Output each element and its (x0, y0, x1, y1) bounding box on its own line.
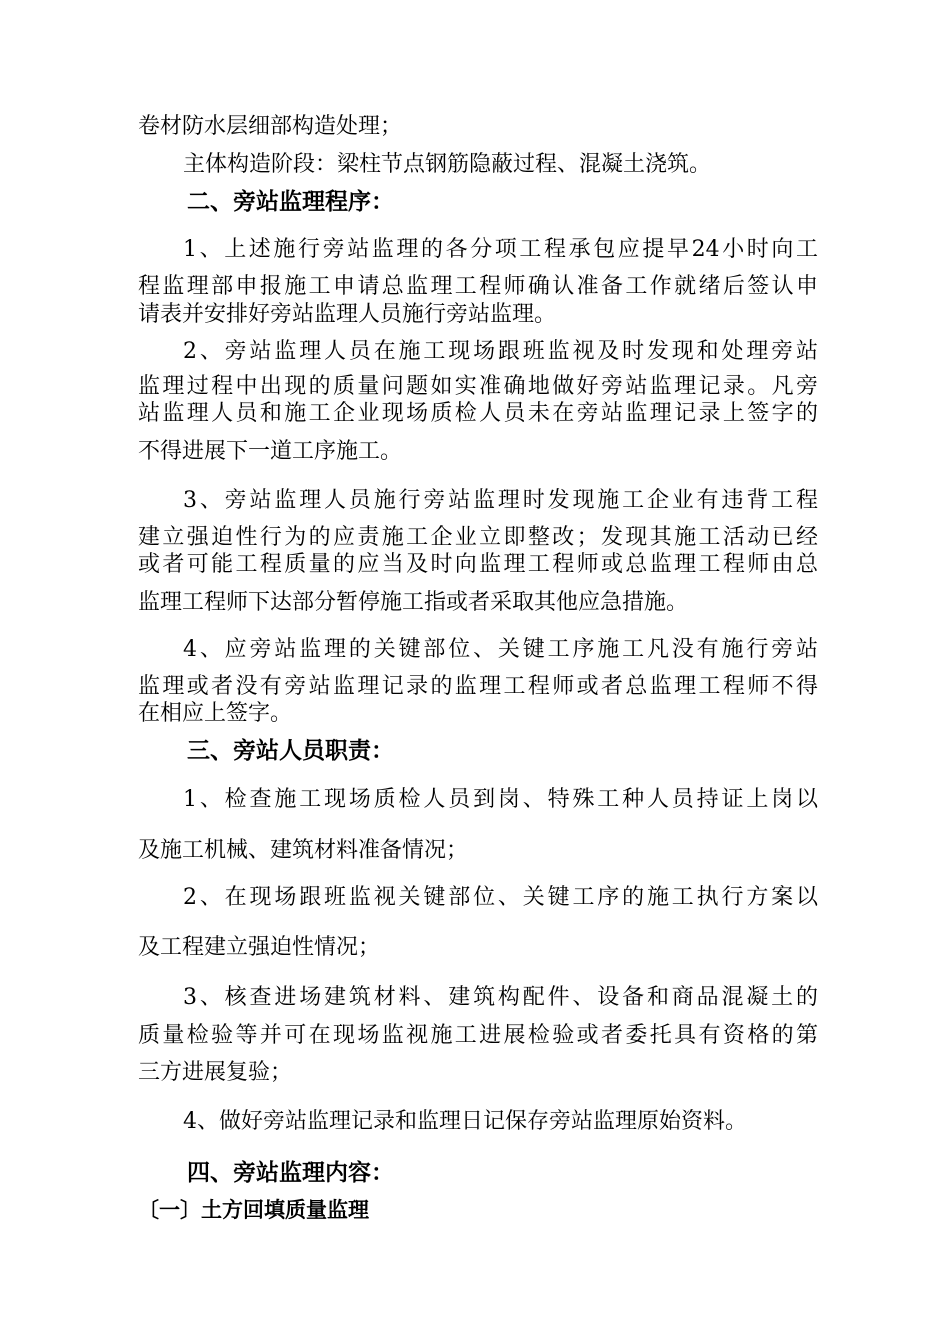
text-line: 4、做好旁站监理记录和监理日记保存旁站监理原始资料。 (183, 1109, 747, 1134)
text-line: 主体构造阶段：梁柱节点钢筋隐蔽过程、混凝土浇筑。 (183, 152, 712, 177)
text-line: 2、旁站监理人员在施工现场跟班监视及时发现和处理旁站 (183, 339, 818, 364)
text-line: 或者可能工程质量的应当及时向监理工程师或总监理工程师由总 (138, 552, 818, 577)
section-heading-4: 四、旁站监理内容： (187, 1159, 394, 1186)
text-line: 程监理部申报施工申请总监理工程师确认准备工作就绪后签认申 (138, 274, 818, 299)
text-line: 3、核查进场建筑材料、建筑构配件、设备和商品混凝土的 (183, 985, 818, 1010)
text-line: 及工程建立强迫性情况； (138, 935, 381, 960)
text-line: 1、上述施行旁站监理的各分项工程承包应提早24小时向工 (183, 237, 818, 262)
section-heading-2: 二、旁站监理程序： (187, 188, 394, 215)
section-heading-3: 三、旁站人员职责： (187, 737, 394, 764)
text-line: 1、检查施工现场质检人员到岗、特殊工种人员持证上岗以 (183, 787, 818, 812)
text-line: 监理或者没有旁站监理记录的监理工程师或者总监理工程师不得 (138, 674, 818, 699)
text-line: 在相应上签字。 (138, 701, 293, 726)
text-line: 2、在现场跟班监视关键部位、关键工序的施工执行方案以 (183, 885, 818, 910)
text-line: 三方进展复验； (138, 1060, 293, 1085)
subsection-heading: 〔一〕土方回填质量监理 (138, 1197, 369, 1222)
text-line: 不得进展下一道工序施工。 (138, 439, 403, 464)
text-line: 4、应旁站监理的关键部位、关键工序施工凡没有施行旁站 (183, 637, 818, 662)
text-line: 建立强迫性行为的应责施工企业立即整改；发现其施工活动已经 (138, 525, 818, 550)
text-line: 3、旁站监理人员施行旁站监理时发现施工企业有违背工程 (183, 488, 818, 513)
text-line: 监理过程中出现的质量问题如实准确地做好旁站监理记录。凡旁 (138, 374, 818, 399)
text-line: 监理工程师下达部分暂停施工指或者采取其他应急措施。 (138, 590, 689, 615)
text-line: 请表并安排好旁站监理人员施行旁站监理。 (138, 302, 557, 327)
text-line: 质量检验等并可在现场监视施工进展检验或者委托具有资格的第 (138, 1023, 818, 1048)
text-line: 及施工机械、建筑材料准备情况； (138, 838, 469, 863)
text-line: 卷材防水层细部构造处理； (138, 114, 403, 139)
text-line: 站监理人员和施工企业现场质检人员未在旁站监理记录上签字的 (138, 401, 818, 426)
